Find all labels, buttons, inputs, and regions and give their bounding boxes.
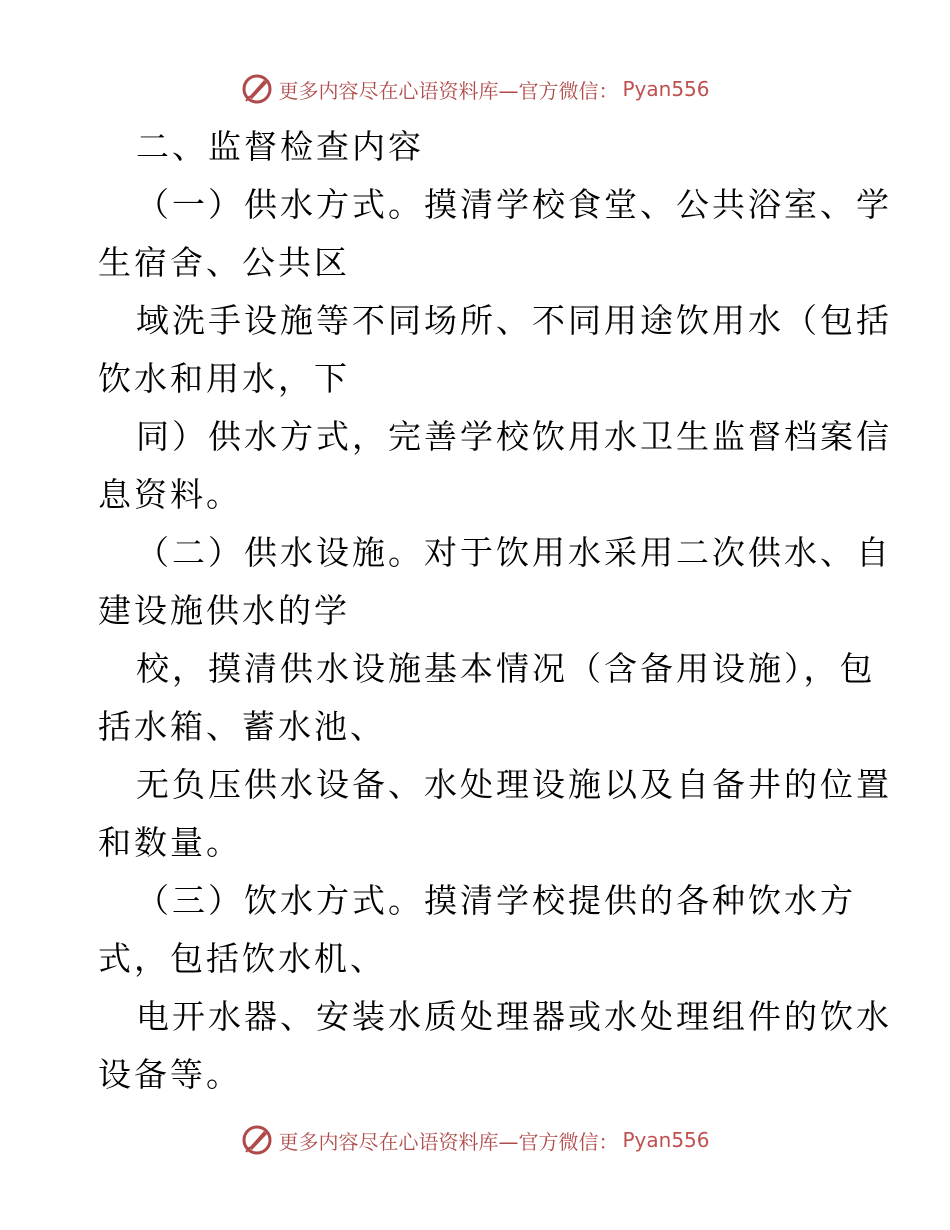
- paragraph-line: 和数量。: [98, 823, 242, 862]
- paragraph-line: 无负压供水设备、水处理设施以及自备井的位置: [136, 765, 892, 804]
- section-heading: 二、监督检查内容: [136, 127, 424, 166]
- paragraph-line: 校，摸清供水设施基本情况（含备用设施），包: [136, 649, 876, 688]
- paragraph-line: （三）饮水方式。摸清学校提供的各种饮水方: [136, 881, 856, 920]
- paragraph-line: 生宿舍、公共区: [98, 243, 350, 282]
- paragraph-line: 电开水器、安装水质处理器或水处理组件的饮水: [136, 997, 892, 1036]
- quill-pen-logo-icon: [240, 1123, 274, 1157]
- watermark-text: 更多内容尽在心语资料库—官方微信：: [278, 78, 619, 103]
- quill-pen-logo-icon: [240, 72, 274, 106]
- paragraph-line: 建设施供水的学: [98, 591, 350, 630]
- paragraph-water-supply-method: [98, 176, 892, 524]
- watermark-wechat-id: Pyan556: [622, 77, 710, 101]
- paragraph-line: 饮水和用水，下: [98, 359, 350, 398]
- paragraph-drinking-method: [98, 872, 892, 1104]
- header-watermark: [0, 72, 950, 106]
- paragraph-line: 括水箱、蓄水池、: [98, 707, 386, 746]
- paragraph-line: 式，包括饮水机、: [98, 939, 386, 978]
- paragraph-line: 设备等。: [98, 1055, 242, 1094]
- paragraph-line: 息资料。: [98, 475, 242, 514]
- document-body: [98, 118, 892, 1104]
- paragraph-line: （一）供水方式。摸清学校食堂、公共浴室、学: [136, 185, 892, 224]
- paragraph-line: （二）供水设施。对于饮用水采用二次供水、自: [136, 533, 892, 572]
- watermark-text: 更多内容尽在心语资料库—官方微信：: [278, 1129, 619, 1154]
- footer-watermark: [0, 1123, 950, 1157]
- paragraph-water-supply-facilities: [98, 524, 892, 872]
- paragraph-line: 域洗手设施等不同场所、不同用途饮用水（包括: [136, 301, 892, 340]
- watermark-wechat-id: Pyan556: [622, 1128, 710, 1152]
- paragraph-line: 同）供水方式，完善学校饮用水卫生监督档案信: [136, 417, 892, 456]
